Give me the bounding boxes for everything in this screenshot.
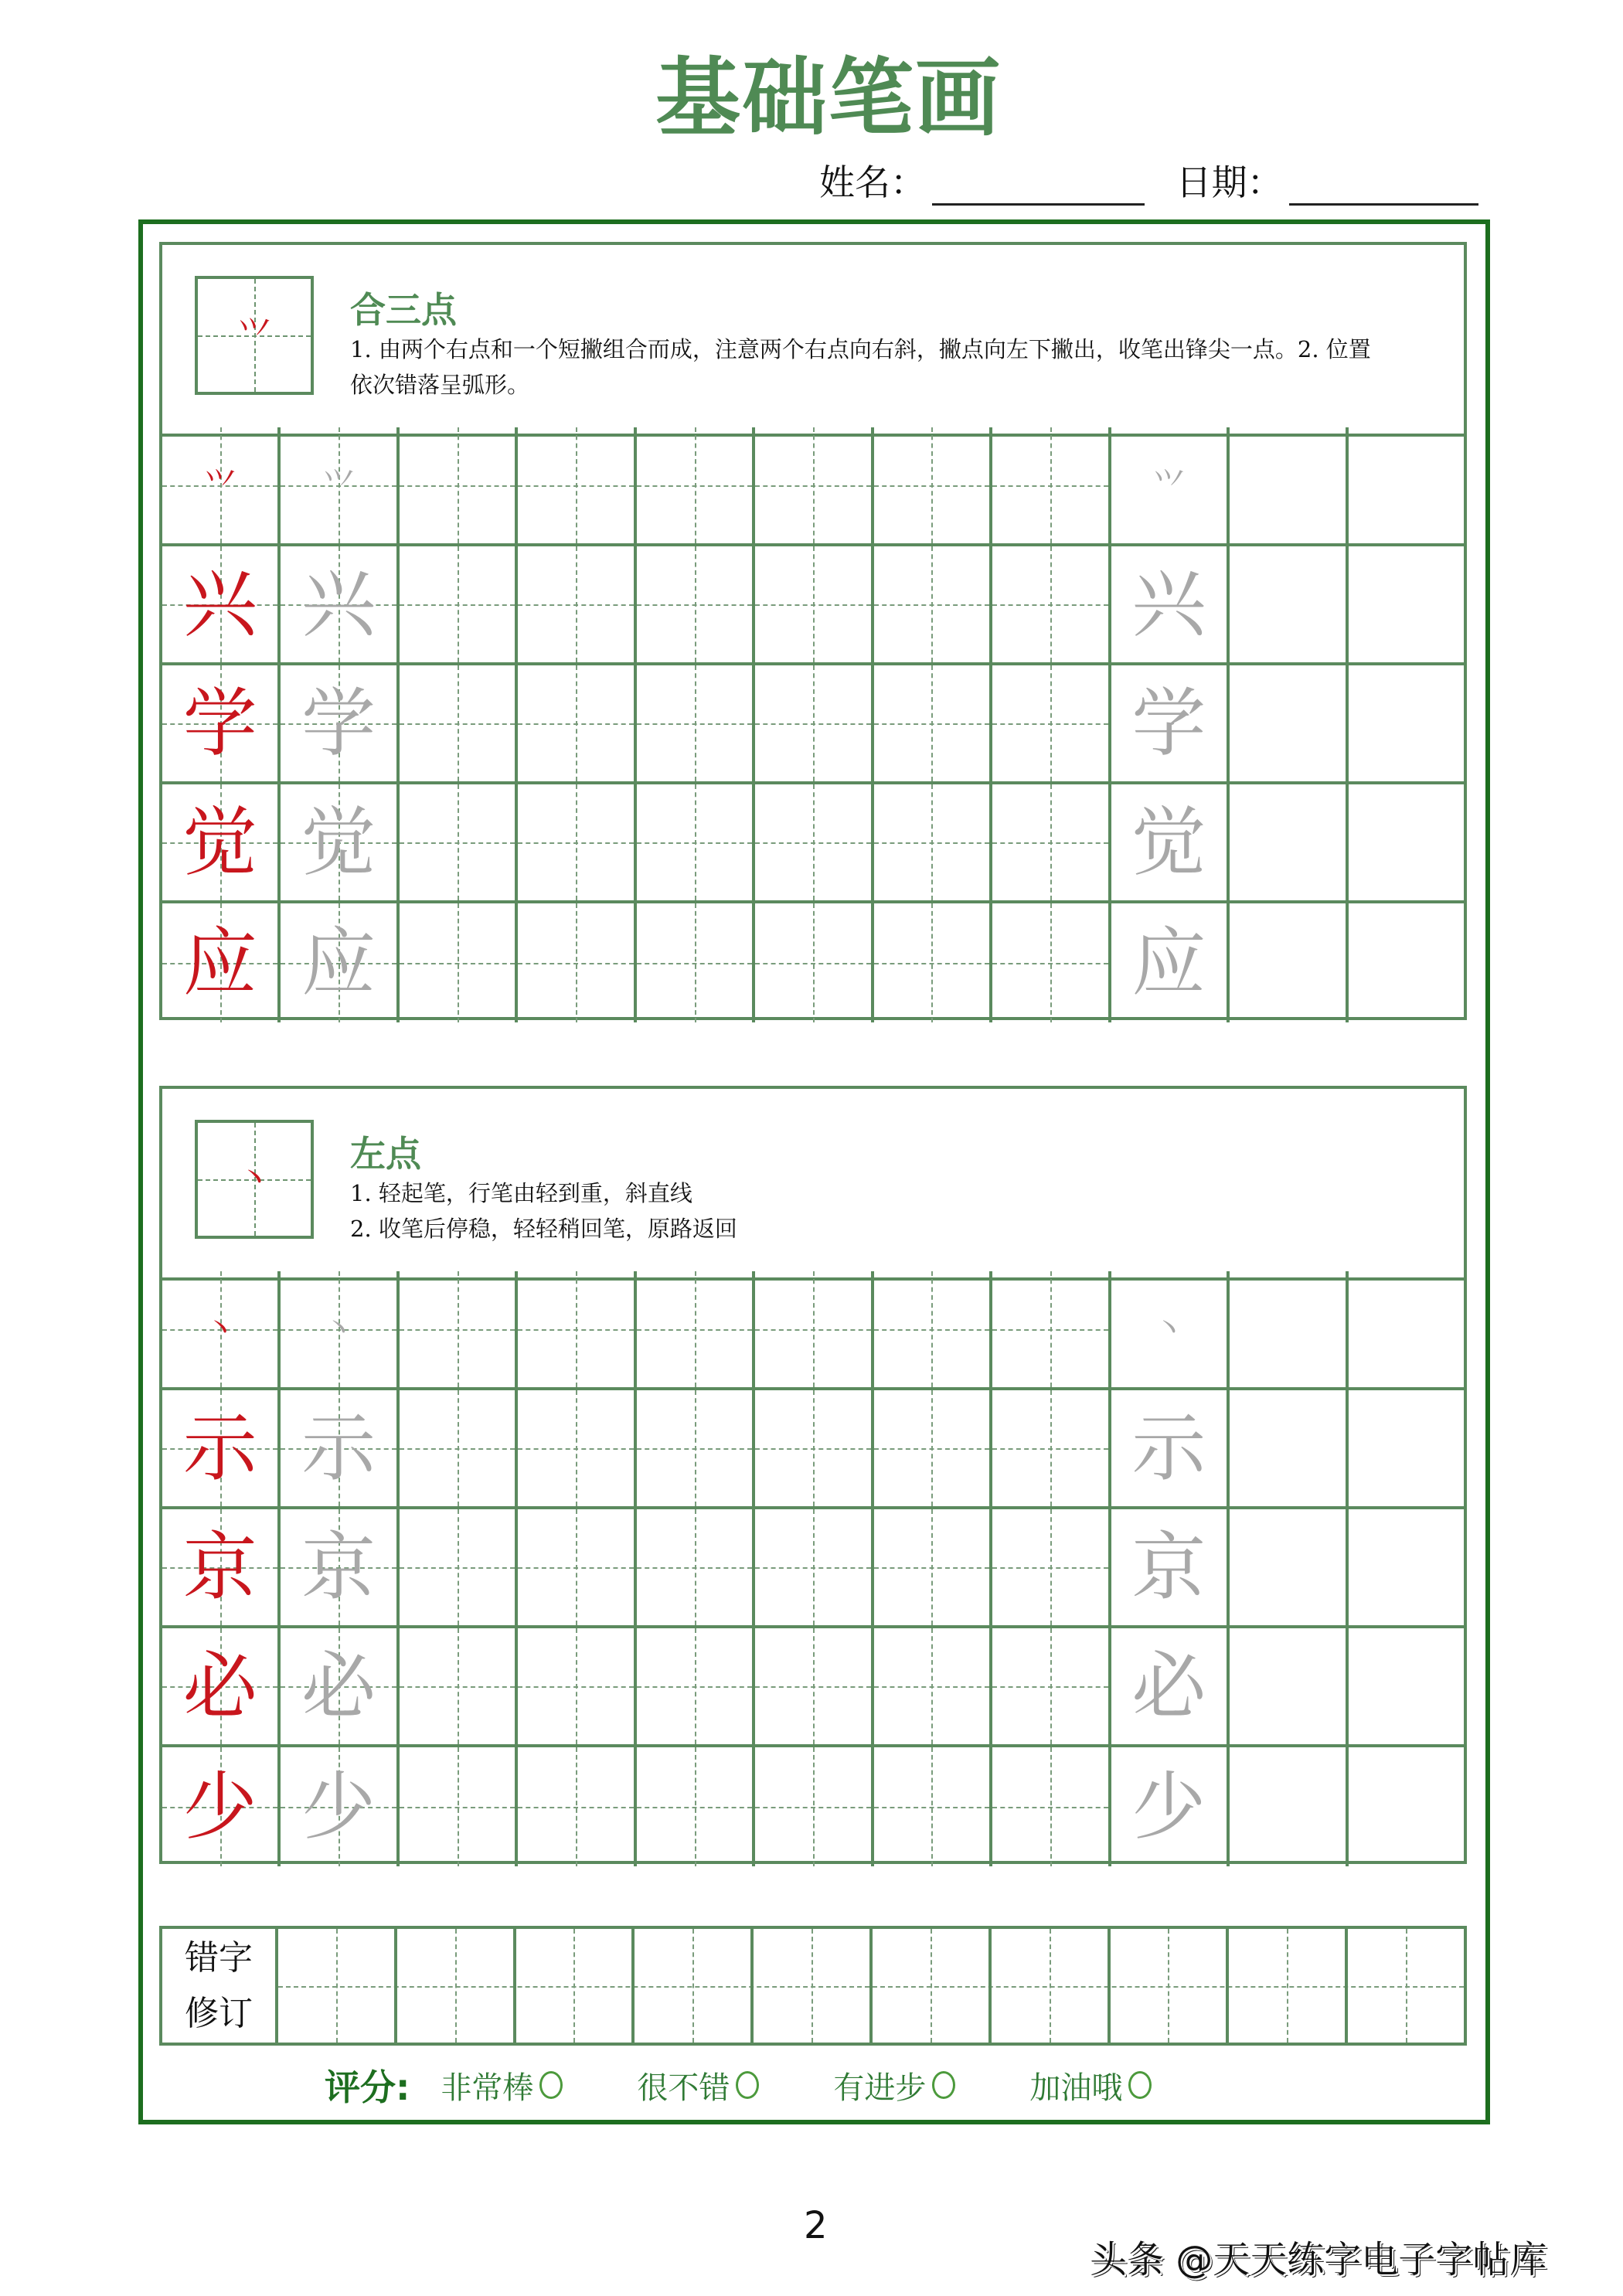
rating-option-excellent[interactable]: 非常棒 — [441, 2063, 563, 2107]
practice-cell[interactable] — [637, 903, 755, 1022]
circle-checkbox-icon[interactable] — [932, 2071, 955, 2099]
practice-cell[interactable] — [755, 903, 873, 1022]
grid-row — [162, 1390, 1464, 1509]
model-char: 丶 — [203, 1310, 236, 1348]
practice-cell[interactable] — [1349, 784, 1464, 900]
model-char: 京 — [182, 1524, 257, 1611]
trace-char: 少 — [301, 1764, 376, 1850]
review-char: 丶 — [1152, 1310, 1186, 1348]
circle-checkbox-icon[interactable] — [736, 2071, 759, 2099]
stroke-section-he-san-dian — [159, 242, 1467, 1020]
section-header — [162, 1089, 1464, 1281]
practice-cell[interactable] — [637, 784, 755, 900]
stroke-description: 1. 由两个右点和一个短撇组合而成，注意两个右点向右斜，撇点向左下撇出，收笔出锋尖一点。2. 位置依次错落呈弧形。 — [350, 336, 1371, 398]
practice-cell[interactable] — [1230, 665, 1348, 781]
practice-cell[interactable] — [637, 1747, 755, 1866]
practice-cell[interactable] — [637, 1271, 755, 1387]
practice-cell[interactable] — [1230, 1390, 1348, 1506]
correction-row — [159, 1926, 1467, 2046]
practice-cell[interactable] — [1230, 903, 1348, 1022]
practice-cell[interactable] — [992, 1271, 1111, 1387]
practice-cell[interactable] — [518, 903, 636, 1022]
practice-cell[interactable] — [518, 546, 636, 662]
practice-cell[interactable] — [400, 1390, 518, 1506]
name-field[interactable] — [932, 172, 1145, 206]
practice-cell[interactable] — [518, 1271, 636, 1387]
practice-cell[interactable] — [874, 903, 992, 1022]
grid-row — [162, 665, 1464, 784]
practice-cell[interactable] — [400, 1271, 518, 1387]
practice-cell[interactable] — [518, 1390, 636, 1506]
practice-cell[interactable] — [1349, 427, 1464, 543]
practice-cell[interactable] — [992, 665, 1111, 781]
practice-cell[interactable] — [518, 1747, 636, 1866]
trace-char: 觉 — [301, 799, 376, 886]
review-char: 学 — [1131, 680, 1206, 767]
correction-cell[interactable] — [992, 1929, 1111, 2043]
correction-cell[interactable] — [278, 1929, 397, 2043]
practice-cell[interactable] — [755, 784, 873, 900]
practice-cell[interactable] — [755, 1509, 873, 1625]
practice-cell[interactable] — [992, 784, 1111, 900]
practice-cell[interactable] — [1230, 427, 1348, 543]
trace-char: 学 — [301, 680, 376, 767]
correction-cell[interactable] — [397, 1929, 516, 2043]
practice-cell[interactable] — [992, 903, 1111, 1022]
name-date-line — [819, 155, 1499, 206]
review-char: 必 — [1131, 1643, 1206, 1730]
review-char: 示 — [1131, 1405, 1206, 1492]
practice-cell[interactable] — [637, 546, 755, 662]
practice-cell[interactable] — [1349, 665, 1464, 781]
model-char: 必 — [182, 1643, 257, 1730]
practice-cell[interactable] — [874, 1390, 992, 1506]
rating-option-improving[interactable]: 有进步 — [833, 2063, 955, 2107]
practice-cell[interactable] — [874, 784, 992, 900]
model-char: ⺍ — [203, 466, 236, 504]
practice-cell[interactable] — [637, 665, 755, 781]
model-char: 示 — [182, 1405, 257, 1492]
practice-cell[interactable] — [637, 1390, 755, 1506]
stroke-demo-box — [195, 1120, 314, 1239]
grid-row — [162, 1271, 1464, 1390]
practice-cell[interactable] — [874, 665, 992, 781]
practice-cell[interactable] — [1230, 1747, 1348, 1866]
name-label: 姓名： — [819, 162, 926, 203]
practice-cell[interactable] — [637, 1628, 755, 1744]
practice-cell[interactable] — [755, 427, 873, 543]
practice-cell[interactable] — [400, 903, 518, 1022]
circle-checkbox-icon[interactable] — [1128, 2071, 1152, 2099]
practice-cell[interactable] — [755, 1271, 873, 1387]
rating-bar — [325, 2060, 1226, 2111]
date-field[interactable] — [1289, 172, 1478, 206]
grid-row — [162, 427, 1464, 546]
review-char: ⺍ — [1152, 466, 1186, 504]
correction-cell[interactable] — [635, 1929, 754, 2043]
stroke-section-zuo-dian — [159, 1086, 1467, 1864]
grid-row — [162, 1628, 1464, 1747]
review-char: 应 — [1131, 920, 1206, 1006]
model-char: 学 — [182, 680, 257, 767]
description-line: 1. 轻起笔，行笔由轻到重，斜直线 — [350, 1180, 692, 1206]
practice-cell[interactable] — [755, 546, 873, 662]
correction-cell[interactable] — [516, 1929, 635, 2043]
practice-cell[interactable] — [518, 1509, 636, 1625]
practice-cell[interactable] — [400, 665, 518, 781]
correction-cell[interactable] — [1111, 1929, 1230, 2043]
practice-grid — [162, 427, 1464, 1017]
grid-row — [162, 1509, 1464, 1628]
practice-cell[interactable] — [400, 784, 518, 900]
practice-cell[interactable] — [992, 1390, 1111, 1506]
circle-checkbox-icon[interactable] — [539, 2071, 563, 2099]
stroke-name: 左点 — [350, 1133, 421, 1175]
grid-row — [162, 1747, 1464, 1866]
practice-cell[interactable] — [874, 1509, 992, 1625]
practice-cell[interactable] — [755, 1390, 873, 1506]
correction-cell[interactable] — [1229, 1929, 1348, 2043]
model-char: 兴 — [182, 561, 257, 648]
practice-cell[interactable] — [400, 1628, 518, 1744]
practice-cell[interactable] — [400, 1747, 518, 1866]
rating-label: 评分: — [325, 2066, 410, 2108]
practice-cell[interactable] — [992, 1747, 1111, 1866]
model-char: 少 — [182, 1764, 257, 1850]
practice-cell[interactable] — [1349, 546, 1464, 662]
stroke-name: 合三点 — [350, 289, 457, 331]
practice-cell[interactable] — [1349, 1747, 1464, 1866]
trace-char: 应 — [301, 920, 376, 1006]
rating-option-good[interactable]: 很不错 — [637, 2063, 759, 2107]
watermark: 头条 @天天练字电子字帖库 — [1090, 2238, 1547, 2281]
trace-char: 京 — [301, 1524, 376, 1611]
practice-cell[interactable] — [874, 1747, 992, 1866]
practice-cell[interactable] — [518, 665, 636, 781]
practice-cell[interactable] — [518, 427, 636, 543]
practice-cell[interactable] — [637, 427, 755, 543]
practice-cell[interactable] — [992, 1509, 1111, 1625]
practice-cell[interactable] — [755, 1747, 873, 1866]
practice-cell[interactable] — [518, 1628, 636, 1744]
practice-cell[interactable] — [400, 546, 518, 662]
trace-char: 必 — [301, 1643, 376, 1730]
page-title: 基础笔画 — [655, 49, 1002, 148]
practice-cell[interactable] — [992, 546, 1111, 662]
practice-cell[interactable] — [1230, 784, 1348, 900]
correction-cell[interactable] — [1348, 1929, 1464, 2043]
practice-cell[interactable] — [1349, 1390, 1464, 1506]
model-char: 觉 — [182, 799, 257, 886]
correction-cell[interactable] — [873, 1929, 992, 2043]
review-char: 觉 — [1131, 799, 1206, 886]
stroke-demo-glyph: ⺍ — [237, 315, 271, 355]
practice-cell[interactable] — [874, 1628, 992, 1744]
date-label: 日期： — [1176, 162, 1283, 203]
practice-cell[interactable] — [1230, 1628, 1348, 1744]
stroke-demo-glyph: 丶 — [237, 1159, 271, 1199]
practice-cell[interactable] — [1230, 1271, 1348, 1387]
practice-cell[interactable] — [400, 1509, 518, 1625]
review-char: 兴 — [1131, 561, 1206, 648]
practice-cell[interactable] — [1349, 1509, 1464, 1625]
practice-cell[interactable] — [755, 1628, 873, 1744]
trace-char: ⺍ — [322, 466, 356, 504]
practice-cell[interactable] — [1349, 1271, 1464, 1387]
correction-label: 错字 修订 — [162, 1929, 278, 2043]
trace-char: 兴 — [301, 561, 376, 648]
section-header — [162, 245, 1464, 437]
practice-cell[interactable] — [874, 427, 992, 543]
practice-cell[interactable] — [1230, 546, 1348, 662]
trace-char: 示 — [301, 1405, 376, 1492]
practice-cell[interactable] — [637, 1509, 755, 1625]
trace-char: 丶 — [322, 1310, 356, 1348]
description-line: 2. 收笔后停稳，轻轻稍回笔，原路返回 — [350, 1216, 737, 1242]
practice-cell[interactable] — [1349, 903, 1464, 1022]
grid-row — [162, 784, 1464, 903]
page-number: 2 — [804, 2204, 828, 2247]
review-char: 少 — [1131, 1764, 1206, 1850]
practice-cell[interactable] — [1349, 1628, 1464, 1744]
practice-grid — [162, 1271, 1464, 1861]
grid-row — [162, 546, 1464, 665]
review-char: 京 — [1131, 1524, 1206, 1611]
grid-row — [162, 903, 1464, 1022]
practice-cell[interactable] — [755, 665, 873, 781]
practice-cell[interactable] — [992, 427, 1111, 543]
correction-cell[interactable] — [754, 1929, 873, 2043]
stroke-description — [350, 1175, 1378, 1247]
practice-cell[interactable] — [1230, 1509, 1348, 1625]
stroke-demo-box — [195, 276, 314, 395]
model-char: 应 — [182, 920, 257, 1006]
practice-cell[interactable] — [518, 784, 636, 900]
practice-cell[interactable] — [874, 1271, 992, 1387]
correction-cells — [278, 1929, 1464, 2043]
practice-cell[interactable] — [992, 1628, 1111, 1744]
rating-option-keep-going[interactable]: 加油哦 — [1029, 2063, 1152, 2107]
practice-cell[interactable] — [400, 427, 518, 543]
practice-cell[interactable] — [874, 546, 992, 662]
